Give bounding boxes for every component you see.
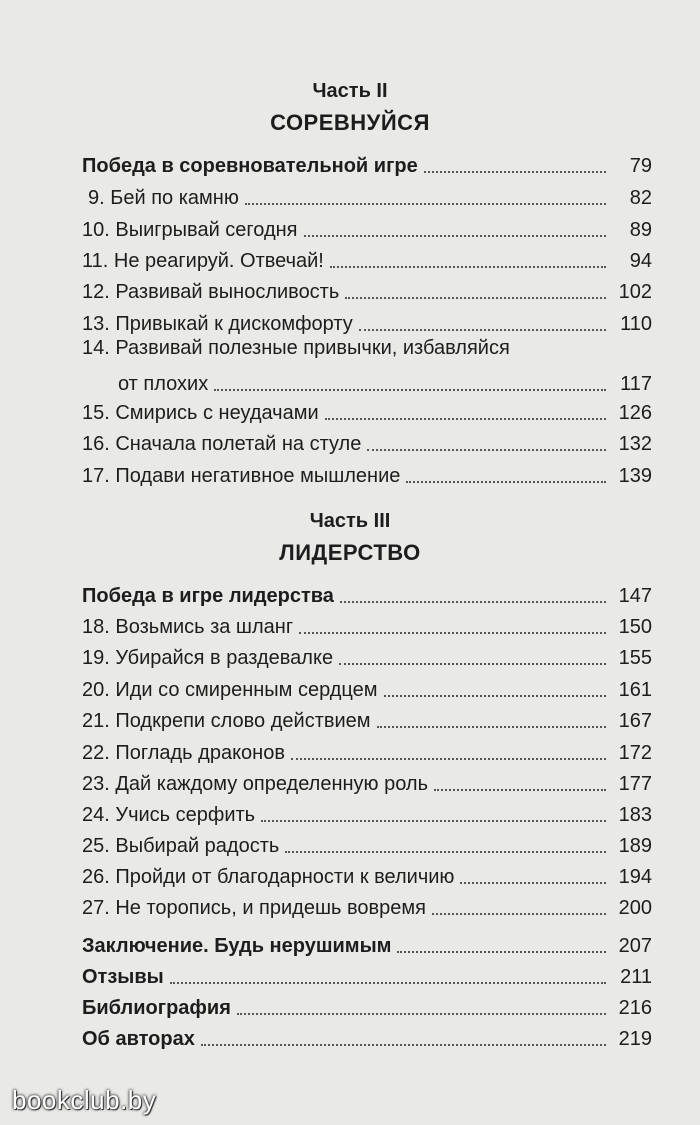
toc-entry-page: 82: [629, 187, 652, 209]
part-2-heading: [0, 80, 700, 136]
toc-entry-title-line1: 14. Развивай полезные привычки, избавляйся: [82, 337, 510, 359]
toc-entry-title: 11. Не реагируй. Отвечай!: [82, 250, 324, 272]
toc-entry-title: 19. Убирайся в раздевалке: [82, 647, 334, 669]
toc-entry-page: 207: [618, 935, 652, 957]
toc-entry-title: Библиография: [82, 997, 231, 1019]
toc-entry-page: 126: [618, 402, 652, 424]
toc-entry[interactable]: [82, 146, 652, 178]
dot-leader: [424, 171, 606, 173]
toc-entry-title: 13. Привыкай к дискомфорту: [82, 313, 353, 335]
dot-leader: [261, 820, 606, 822]
part-3-title: ЛИДЕРСТВО: [279, 540, 421, 565]
dot-leader: [245, 203, 606, 205]
toc-entry-page: 139: [618, 465, 652, 487]
toc-entry-page: 150: [618, 616, 652, 638]
toc-entry-page: 147: [618, 585, 652, 607]
toc-entry-title: 18. Возьмись за шланг: [82, 616, 294, 638]
dot-leader: [434, 789, 606, 791]
dot-leader: [367, 449, 606, 451]
toc-entry-title: 26. Пройди от благодарности к величию: [82, 866, 455, 888]
toc-entry-title: 25. Выбирай радость: [82, 835, 280, 857]
dot-leader: [345, 297, 606, 299]
toc-entry-page: 79: [629, 155, 652, 177]
dot-leader: [406, 481, 606, 483]
toc-entry-page: 94: [629, 250, 652, 272]
toc-entry-page: 132: [618, 433, 652, 455]
toc-entry-title: 20. Иди со смиренным сердцем: [82, 679, 378, 701]
toc-entry-page: 172: [618, 742, 652, 764]
toc-entry-page: 102: [618, 281, 652, 303]
toc-entry[interactable]: [82, 857, 652, 889]
toc-entry-page: 194: [618, 866, 652, 888]
toc-entry[interactable]: [82, 304, 652, 336]
toc-entry-reviews[interactable]: [82, 957, 652, 989]
dot-leader: [237, 1013, 606, 1015]
toc-entry-bibliography[interactable]: [82, 988, 652, 1020]
toc-entry-page: 167: [618, 710, 652, 732]
toc-entry-page: 200: [618, 897, 652, 919]
toc-entry[interactable]: [82, 638, 652, 670]
toc-entry-title: Победа в соревновательной игре: [82, 155, 418, 177]
dot-leader: [299, 632, 606, 634]
toc-entry-title: 23. Дай каждому определенную роль: [82, 773, 428, 795]
dot-leader: [291, 758, 606, 760]
toc-entry[interactable]: [82, 701, 652, 733]
part-2-label: Часть II: [312, 80, 388, 102]
toc-entry-page: 219: [618, 1028, 652, 1050]
toc-entry-title: Отзывы: [82, 966, 164, 988]
toc-entry-title: 21. Подкрепи слово действием: [82, 710, 371, 732]
toc-entry[interactable]: [82, 670, 652, 702]
dot-leader: [377, 726, 606, 728]
toc-entry-title-line2: от плохих: [118, 373, 209, 395]
toc-entry-title: 17. Подави негативное мышление: [82, 465, 401, 487]
toc-entry[interactable]: [82, 210, 652, 242]
dot-leader: [432, 913, 606, 915]
toc-entry-title: 12. Развивай выносливость: [82, 281, 340, 303]
dot-leader: [285, 851, 606, 853]
toc-entry-page: 161: [618, 679, 652, 701]
toc-entry[interactable]: [82, 272, 652, 304]
toc-entry-page: 89: [629, 219, 652, 241]
toc-entry-page: 117: [620, 373, 652, 395]
toc-entry-title: Победа в игре лидерства: [82, 585, 334, 607]
dot-leader: [339, 663, 606, 665]
toc-entry[interactable]: [82, 607, 652, 639]
toc-entry[interactable]: [82, 336, 652, 396]
toc-entry-page: 155: [618, 647, 652, 669]
toc-entry[interactable]: [82, 795, 652, 827]
toc-entry-title: Заключение. Будь нерушимым: [82, 935, 392, 957]
toc-entry-title: Об авторах: [82, 1028, 195, 1050]
dot-leader: [330, 266, 606, 268]
toc-entry-conclusion[interactable]: [82, 926, 652, 958]
toc-entry[interactable]: [82, 424, 652, 456]
toc-entry[interactable]: [82, 888, 652, 920]
dot-leader: [384, 695, 606, 697]
toc-entry-title: 16. Сначала полетай на стуле: [82, 433, 362, 455]
toc-entry[interactable]: [82, 826, 652, 858]
toc-entry-authors[interactable]: [82, 1019, 652, 1051]
toc-entry-page: 183: [618, 804, 652, 826]
toc-entry-page: 189: [618, 835, 652, 857]
toc-entry-title: 10. Выигрывай сегодня: [82, 219, 298, 241]
toc-entry-page: 211: [620, 966, 652, 988]
toc-entry[interactable]: [88, 178, 652, 210]
toc-entry[interactable]: [82, 576, 652, 608]
dot-leader: [397, 951, 606, 953]
toc-entry-title: 9. Бей по камню: [88, 187, 239, 209]
dot-leader: [340, 601, 606, 603]
dot-leader: [359, 329, 606, 331]
toc-entry-title: 15. Смирись с неудачами: [82, 402, 319, 424]
dot-leader: [214, 389, 606, 391]
dot-leader: [304, 235, 607, 237]
dot-leader: [170, 982, 606, 984]
dot-leader: [201, 1044, 606, 1046]
dot-leader: [460, 882, 606, 884]
dot-leader: [325, 418, 606, 420]
toc-entry-title: 27. Не торопись, и придешь вовремя: [82, 897, 426, 919]
toc-entry[interactable]: [82, 456, 652, 488]
toc-entry-page: 110: [620, 313, 652, 335]
toc-entry-title: 22. Погладь драконов: [82, 742, 285, 764]
toc-entry-title: 24. Учись серфить: [82, 804, 256, 826]
toc-entry[interactable]: [82, 393, 652, 425]
toc-entry-page: 177: [618, 773, 652, 795]
part-2-title: СОРЕВНУЙСЯ: [270, 110, 430, 135]
part-3-label: Часть III: [309, 510, 391, 532]
toc-entry[interactable]: [82, 241, 652, 273]
toc-entry[interactable]: [82, 733, 652, 765]
watermark: bookclub.by: [12, 1085, 157, 1115]
toc-entry-page: 216: [618, 997, 652, 1019]
part-3-heading: [0, 510, 700, 566]
toc-entry[interactable]: [82, 764, 652, 796]
